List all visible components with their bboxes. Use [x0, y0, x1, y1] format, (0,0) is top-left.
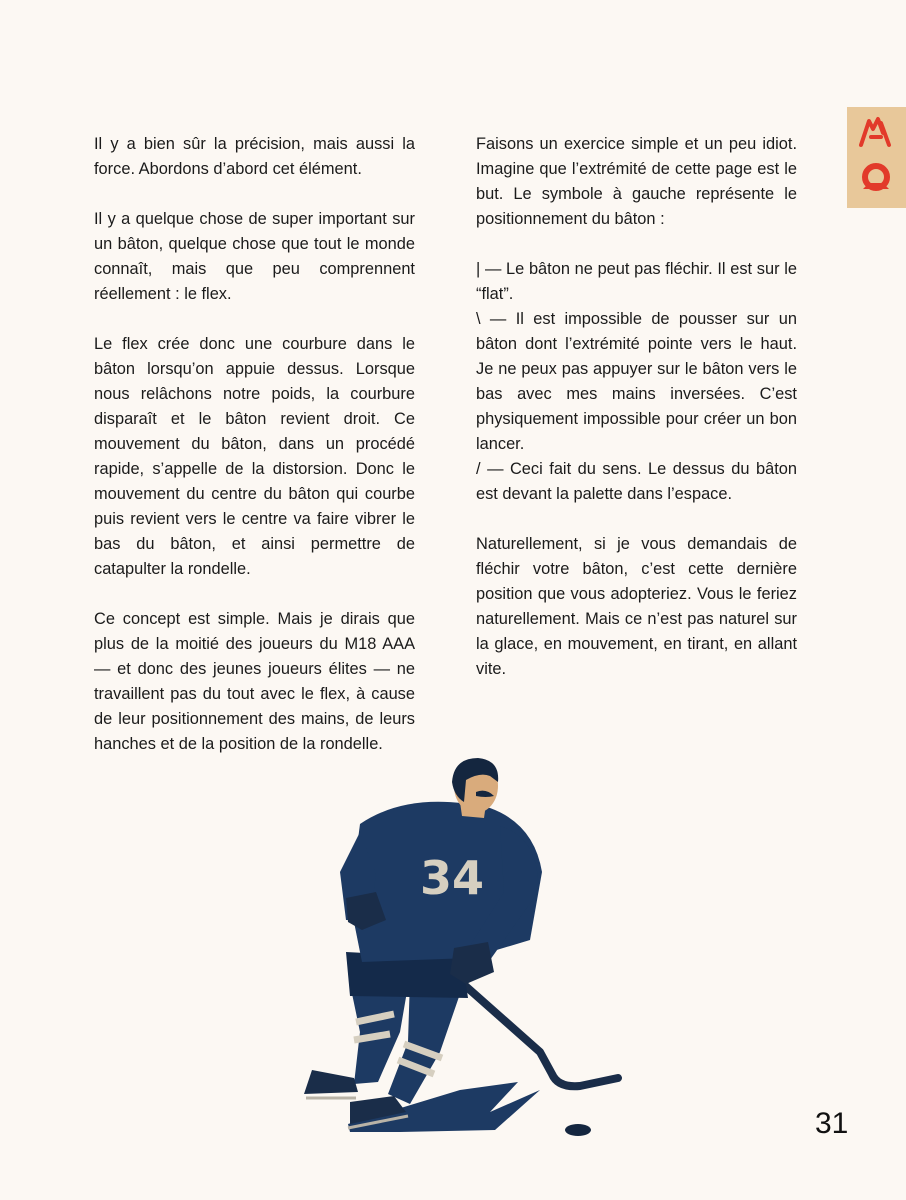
paragraph: Il y a bien sûr la précision, mais aussi la force. Abordons d’abord cet élément.	[94, 135, 415, 178]
paragraph: Le flex crée donc une courbure dans le bâton lorsqu’on appuie dessus. Lorsque nous relâchons notre poids, la courbure disparaît et le bâton revient droit. Ce mouvement du bâton, dans un procédé rapide, s’appelle de la distorsion. Donc le mouvement du centre du bâton qui courbe puis revient vers le centre va faire vibrer le bas du bâton, et ainsi permettre de catapulter la rondelle.	[94, 335, 415, 578]
paragraph: Il y a quelque chose de super important sur un bâton, quelque chose que tout le monde connaît, mais que peu comprennent réellement : le flex.	[94, 210, 415, 303]
page-number: 31	[815, 1107, 849, 1140]
paragraph: Faisons un exercice simple et un peu idiot. Imagine que l’extrémité de cette page est le but. Le symbole à gauche représente le positionnement du bâton :	[476, 135, 797, 228]
hockey-player-illustration	[290, 752, 630, 1147]
logo-icon	[847, 107, 906, 208]
paragraph: Ce concept est simple. Mais je dirais que plus de la moitié des joueurs du M18 AAA — et donc des jeunes joueurs élites — ne travaillent pas du tout avec le flex, à cause de leur positionnement des mains, de leurs hanches et de la position de la rondelle.	[94, 610, 415, 753]
stick-position-slash: / — Ceci fait du sens. Le dessus du bâton est devant la palette dans l’espace.	[476, 460, 797, 503]
paragraph: Naturellement, si je vous demandais de fléchir votre bâton, c’est cette dernière position que vous adopteriez. Vous le feriez naturellement. Mais ce n’est pas naturel sur la glace, en mouvement, en tirant, en allant vite.	[476, 535, 797, 678]
right-text-column	[476, 132, 797, 682]
left-text-column	[94, 132, 415, 757]
puck-icon	[565, 1124, 591, 1136]
jersey-number: 34	[420, 851, 485, 905]
stick-position-backslash: \ — Il est impossible de pousser sur un bâton dont l’extrémité pointe vers le haut. Je ne peux pas appuyer sur le bâton vers le bas avec mes mains inversées. C’est physiquement impossible pour créer un bon lancer.	[476, 310, 797, 453]
brand-logo	[847, 107, 906, 208]
stick-position-vertical: | — Le bâton ne peut pas fléchir. Il est sur le “flat”.	[476, 260, 797, 303]
